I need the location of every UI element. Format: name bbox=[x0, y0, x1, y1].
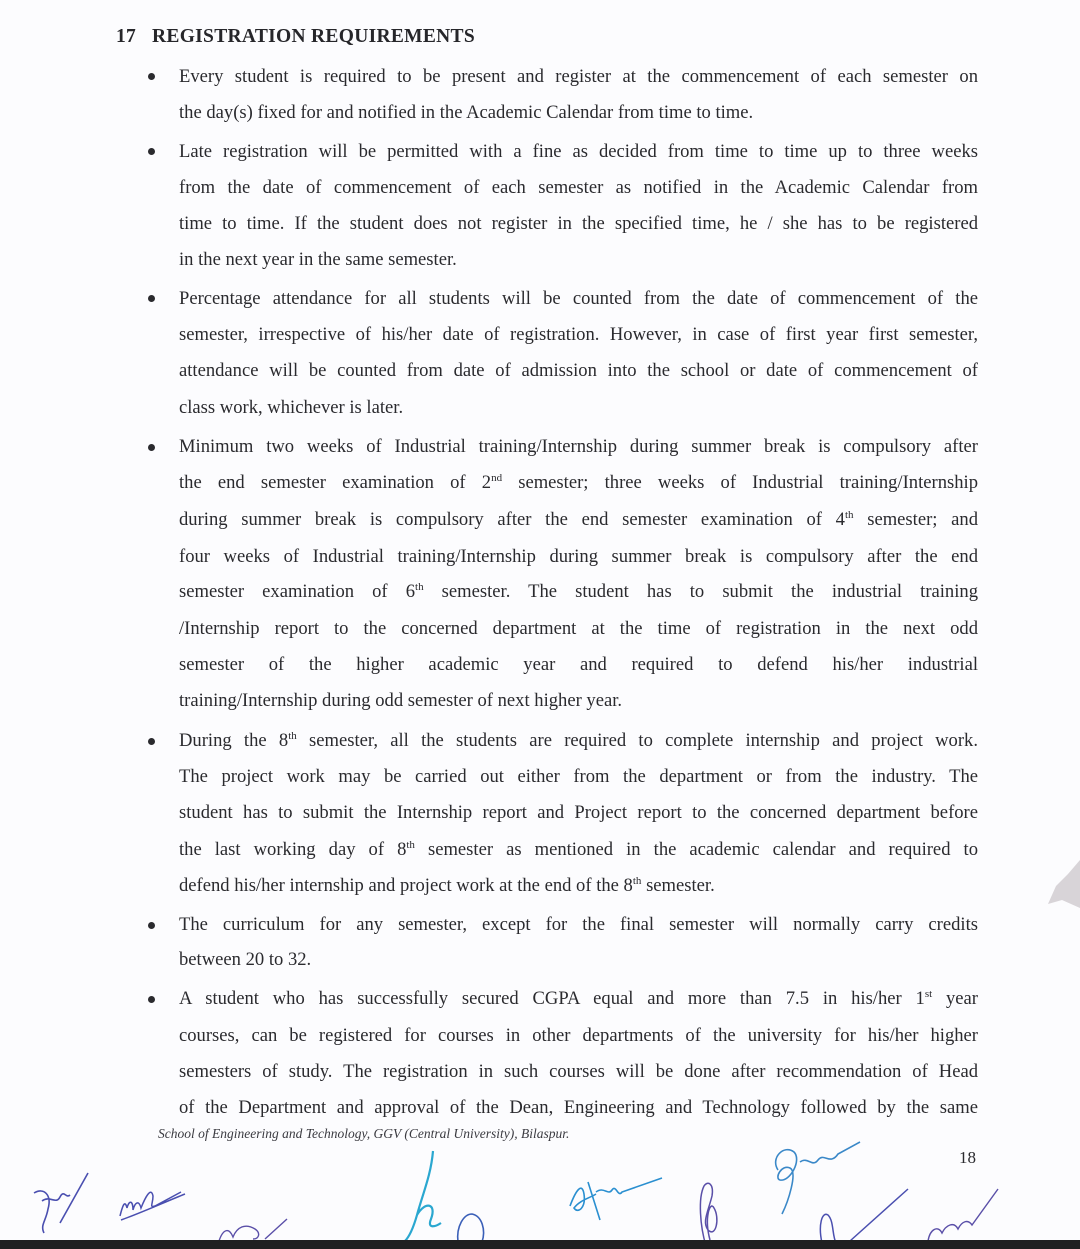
bullet-icon bbox=[148, 738, 155, 745]
bullet-5-line-5: defend his/her internship and project work at the end of the 8th semester. bbox=[179, 875, 715, 896]
ordinal-suffix: st bbox=[924, 988, 933, 1000]
signature-icon bbox=[30, 1165, 90, 1240]
signature-icon bbox=[395, 1145, 445, 1245]
section-number: 17 bbox=[116, 26, 137, 47]
bullet-4-line-4: four weeks of Industrial training/Internship during summer break is compulsory after the end bbox=[179, 546, 978, 567]
bullet-2-line-2: from the date of commencement of each semester as notified in the Academic Calendar from bbox=[179, 177, 978, 198]
bullet-3-line-1: Percentage attendance for all students will be counted from the date of commencement of the bbox=[179, 288, 978, 309]
page-number: 18 bbox=[959, 1148, 976, 1167]
bullet-3-line-2: semester, irrespective of his/her date of registration. However, in case of first year first semester, bbox=[179, 324, 978, 345]
ordinal-suffix: th bbox=[632, 875, 642, 887]
bullet-1-line-1: Every student is required to be present and register at the commencement of each semester on bbox=[179, 66, 978, 87]
ordinal-suffix: th bbox=[406, 839, 415, 851]
section-heading bbox=[116, 26, 475, 48]
bullet-7-line-2: courses, can be registered for courses in other departments of the university for his/her higher bbox=[179, 1025, 978, 1046]
bullet-2-line-3: time to time. If the student does not register in the specified time, he / she has to be registered bbox=[179, 213, 978, 234]
bullet-5-line-4: the last working day of 8th semester as mentioned in the academic calendar and required to bbox=[179, 839, 978, 860]
ordinal-suffix: nd bbox=[491, 472, 503, 484]
signature-icon bbox=[920, 1185, 1000, 1243]
ordinal-suffix: th bbox=[288, 730, 297, 742]
bullet-7-line-3: semesters of study. The registration in such courses will be done after recommendation of Head bbox=[179, 1061, 978, 1082]
signature-icon bbox=[215, 1215, 295, 1243]
bullet-icon bbox=[148, 996, 155, 1003]
bottom-bar bbox=[0, 1240, 1080, 1249]
bullet-4-line-1: Minimum two weeks of Industrial training/Internship during summer break is compulsory after bbox=[179, 436, 978, 457]
bullet-4-line-6: /Internship report to the concerned department at the time of registration in the next odd bbox=[179, 618, 978, 639]
bullet-4-line-3: during summer break is compulsory after the end semester examination of 4th semester; and bbox=[179, 509, 978, 530]
bullet-4-line-8: training/Internship during odd semester of next higher year. bbox=[179, 690, 623, 711]
bullet-3-line-3: attendance will be counted from date of admission into the school or date of commencement of bbox=[179, 360, 978, 381]
bullet-7-line-4: of the Department and approval of the Dean, Engineering and Technology followed by the same bbox=[179, 1097, 978, 1118]
signature-icon bbox=[560, 1168, 670, 1228]
bullet-4-line-2: the end semester examination of 2nd semester; three weeks of Industrial training/Internship bbox=[179, 472, 978, 493]
ordinal-suffix: th bbox=[844, 509, 854, 521]
bullet-6-line-2: between 20 to 32. bbox=[179, 949, 312, 970]
bullet-icon bbox=[148, 295, 155, 302]
bullet-2-line-4: in the next year in the same semester. bbox=[179, 249, 457, 270]
bullet-5-line-2: The project work may be carried out either from the department or from the industry. The bbox=[179, 766, 978, 787]
footer-institution: School of Engineering and Technology, GGV (Central University), Bilaspur. bbox=[158, 1126, 570, 1141]
ordinal-suffix: th bbox=[415, 581, 424, 593]
signature-icon bbox=[115, 1178, 195, 1223]
signature-icon bbox=[690, 1178, 730, 1248]
bullet-1-line-2: the day(s) fixed for and notified in the Academic Calendar from time to time. bbox=[179, 102, 754, 123]
signature-icon bbox=[452, 1208, 492, 1243]
bullet-5-line-3: student has to submit the Internship report and Project report to the concerned department before bbox=[179, 802, 978, 823]
bullet-2-line-1: Late registration will be permitted with a fine as decided from time to time up to three weeks bbox=[179, 141, 978, 162]
section-title: REGISTRATION REQUIREMENTS bbox=[152, 26, 475, 47]
bullet-icon bbox=[148, 73, 155, 80]
bullet-5-line-1: During the 8th semester, all the students are required to complete internship and project work. bbox=[179, 730, 978, 751]
bullet-6-line-1: The curriculum for any semester, except for the final semester will normally carry credits bbox=[179, 914, 978, 935]
bullet-3-line-4: class work, whichever is later. bbox=[179, 397, 404, 418]
bullet-4-line-7: semester of the higher academic year and required to defend his/her industrial bbox=[179, 654, 978, 675]
bullet-icon bbox=[148, 148, 155, 155]
signature-icon bbox=[810, 1185, 910, 1245]
bullet-4-line-5: semester examination of 6th semester. The student has to submit the industrial training bbox=[179, 581, 978, 602]
bullet-icon bbox=[148, 922, 155, 929]
bullet-icon bbox=[148, 444, 155, 451]
bullet-7-line-1: A student who has successfully secured CGPA equal and more than 7.5 in his/her 1st year bbox=[179, 988, 978, 1009]
scan-artifact bbox=[1048, 860, 1080, 910]
